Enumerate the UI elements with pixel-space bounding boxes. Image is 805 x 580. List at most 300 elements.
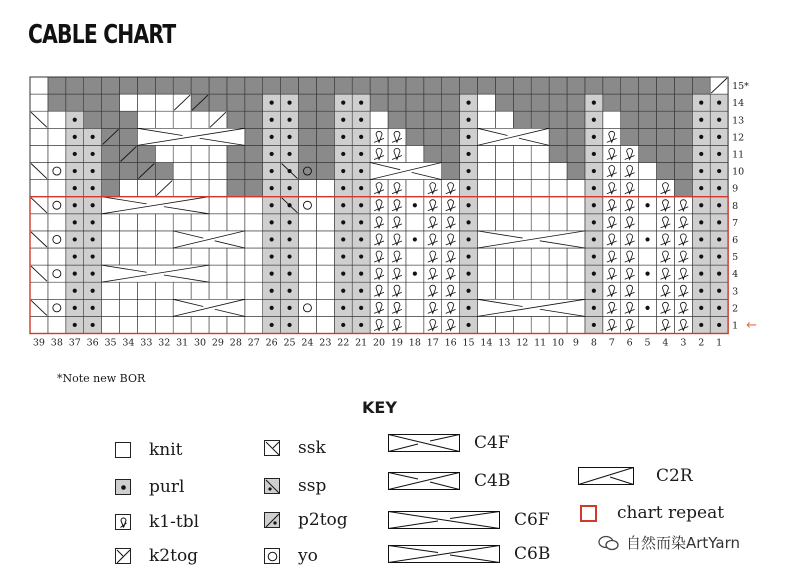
chart-cell — [495, 265, 513, 282]
purl-dot — [413, 237, 417, 241]
purl-dot — [466, 135, 470, 139]
chart-cell — [513, 248, 531, 265]
key-ssk: ssk — [264, 438, 326, 458]
chart-cell — [406, 77, 424, 94]
chart-cell — [245, 265, 263, 282]
chart-cell — [334, 77, 352, 94]
chart-cell — [209, 265, 227, 282]
chart-cell — [299, 128, 317, 145]
chart-cell — [299, 265, 317, 282]
key-c2r: C2R — [578, 466, 693, 486]
purl-dot — [270, 220, 274, 224]
col-label: 5 — [644, 337, 651, 349]
purl-dot — [717, 289, 721, 293]
purl-dot — [270, 118, 274, 122]
purl-dot — [699, 254, 703, 258]
purl-dot — [645, 203, 649, 207]
chart-cell — [120, 214, 138, 231]
chart-cell — [299, 180, 317, 197]
chart-cell — [549, 248, 567, 265]
col-label: 15 — [462, 337, 475, 349]
chart-cell — [102, 248, 120, 265]
chart-cell — [316, 145, 334, 162]
chart-cell — [191, 248, 209, 265]
purl-dot — [466, 169, 470, 173]
purl-icon — [115, 479, 131, 495]
col-label: 6 — [626, 337, 633, 349]
chart-cell — [102, 231, 120, 248]
chart-cell — [209, 248, 227, 265]
purl-dot — [592, 135, 596, 139]
purl-dot — [341, 101, 345, 105]
chart-cell — [495, 316, 513, 333]
row-label: 8 — [732, 200, 739, 212]
chart-cell — [567, 128, 585, 145]
row-label: 3 — [732, 286, 739, 298]
purl-dot — [73, 323, 77, 327]
chart-cell — [495, 197, 513, 214]
chart-cell — [316, 94, 334, 111]
chart-title: CABLE CHART — [28, 20, 176, 50]
purl-dot — [270, 135, 274, 139]
purl-dot — [73, 135, 77, 139]
col-label: 23 — [319, 337, 332, 349]
chart-cell — [48, 163, 66, 180]
purl-dot — [287, 323, 291, 327]
chart-cell — [102, 214, 120, 231]
chart-cell — [227, 111, 245, 128]
chart-cell — [585, 77, 603, 94]
chart-cell — [245, 94, 263, 111]
chart-cell — [120, 299, 138, 316]
purl-dot — [717, 323, 721, 327]
purl-dot — [717, 272, 721, 276]
chart-cell — [48, 145, 66, 162]
chart-cell — [531, 265, 549, 282]
chart-cell — [209, 197, 227, 214]
purl-dot — [699, 323, 703, 327]
chart-cell — [173, 145, 191, 162]
chart-cell — [388, 77, 406, 94]
chart-cell — [155, 94, 173, 111]
purl-dot — [270, 254, 274, 258]
purl-dot — [341, 220, 345, 224]
purl-dot — [91, 186, 95, 190]
purl-dot — [699, 186, 703, 190]
chart-cell — [639, 282, 657, 299]
chart-cell — [549, 197, 567, 214]
chart-cell — [245, 214, 263, 231]
purl-dot — [359, 101, 363, 105]
purl-dot — [287, 220, 291, 224]
chart-cell — [531, 180, 549, 197]
purl-dot — [270, 237, 274, 241]
chart-cell — [191, 180, 209, 197]
chart-cell — [442, 111, 460, 128]
purl-dot — [466, 306, 470, 310]
purl-dot — [287, 152, 291, 156]
chart-cell — [245, 77, 263, 94]
chart-cell — [531, 316, 549, 333]
col-label: 32 — [158, 337, 171, 349]
chart-cell — [120, 282, 138, 299]
yo-icon — [264, 548, 280, 564]
chart-cell — [478, 163, 496, 180]
chart-cell — [209, 316, 227, 333]
col-label: 25 — [283, 337, 296, 349]
col-label: 27 — [247, 337, 260, 349]
chart-cell — [478, 214, 496, 231]
chart-cell — [513, 282, 531, 299]
chart-cell — [173, 316, 191, 333]
chart-cell — [316, 214, 334, 231]
chart-cell — [442, 163, 460, 180]
chart-cell — [245, 248, 263, 265]
purl-dot — [270, 306, 274, 310]
c4f-icon — [388, 434, 460, 452]
wechat-icon — [598, 535, 620, 551]
chart-cell — [442, 128, 460, 145]
chart-cell — [281, 77, 299, 94]
key-c6f: C6F — [388, 510, 550, 530]
repeat-box-icon — [580, 505, 597, 522]
chart-cell — [657, 163, 675, 180]
purl-dot — [466, 220, 470, 224]
chart-cell — [102, 77, 120, 94]
purl-dot — [466, 289, 470, 293]
purl-dot — [270, 323, 274, 327]
chart-cell — [316, 248, 334, 265]
purl-dot — [359, 118, 363, 122]
purl-dot — [592, 118, 596, 122]
purl-dot — [592, 289, 596, 293]
chart-cell — [155, 299, 173, 316]
col-label: 3 — [680, 337, 687, 349]
purl-dot — [699, 101, 703, 105]
purl-dot — [73, 237, 77, 241]
purl-dot — [645, 237, 649, 241]
bor-note: *Note new BOR — [57, 372, 146, 385]
chart-cell — [299, 282, 317, 299]
purl-dot — [699, 135, 703, 139]
purl-dot — [341, 306, 345, 310]
chart-cell — [549, 163, 567, 180]
purl-dot — [73, 169, 77, 173]
chart-cell — [495, 214, 513, 231]
purl-dot — [466, 237, 470, 241]
purl-dot — [73, 254, 77, 258]
chart-cell — [513, 163, 531, 180]
chart-cell — [603, 94, 621, 111]
chart-cell — [191, 77, 209, 94]
chart-cell — [30, 214, 48, 231]
key-purl: purl — [115, 477, 184, 497]
chart-cell — [227, 197, 245, 214]
purl-dot — [359, 135, 363, 139]
col-label: 4 — [662, 337, 669, 349]
chart-cell — [674, 163, 692, 180]
chart-cell — [549, 180, 567, 197]
chart-cell — [531, 145, 549, 162]
chart-cell — [567, 163, 585, 180]
chart-cell — [155, 282, 173, 299]
chart-cell — [48, 111, 66, 128]
purl-dot — [592, 272, 596, 276]
col-label: 19 — [390, 337, 403, 349]
chart-cell — [406, 282, 424, 299]
chart-cell — [316, 163, 334, 180]
purl-dot — [717, 220, 721, 224]
chart-cell — [137, 248, 155, 265]
chart-cell — [406, 299, 424, 316]
purl-dot — [270, 169, 274, 173]
purl-dot — [592, 152, 596, 156]
purl-dot — [270, 289, 274, 293]
chart-cell — [388, 94, 406, 111]
chart-cell — [639, 145, 657, 162]
purl-dot — [592, 237, 596, 241]
chart-cell — [370, 77, 388, 94]
c6b-icon — [388, 545, 500, 563]
chart-cell — [549, 282, 567, 299]
row-label: 13 — [732, 115, 745, 127]
chart-cell — [191, 145, 209, 162]
chart-cell — [155, 231, 173, 248]
chart-cell — [245, 128, 263, 145]
purl-dot — [413, 272, 417, 276]
chart-cell — [531, 197, 549, 214]
purl-dot — [717, 254, 721, 258]
chart-cell — [245, 163, 263, 180]
chart-cell — [657, 94, 675, 111]
chart-cell — [316, 316, 334, 333]
p2tog-icon — [264, 512, 280, 528]
chart-cell — [30, 94, 48, 111]
chart-cell — [84, 111, 102, 128]
chart-cell — [316, 282, 334, 299]
col-label: 30 — [194, 337, 207, 349]
purl-dot — [287, 272, 291, 276]
chart-cell — [388, 111, 406, 128]
chart-cell — [567, 145, 585, 162]
chart-cell — [674, 145, 692, 162]
chart-cell — [639, 128, 657, 145]
chart-cell — [102, 94, 120, 111]
chart-cell — [639, 316, 657, 333]
chart-cell — [495, 77, 513, 94]
chart-cell — [406, 128, 424, 145]
chart-cell — [478, 265, 496, 282]
chart-cell — [299, 248, 317, 265]
row-label: 1 — [732, 320, 739, 332]
chart-cell — [102, 299, 120, 316]
purl-dot — [341, 323, 345, 327]
chart-cell — [316, 197, 334, 214]
chart-cell — [639, 180, 657, 197]
col-label: 24 — [301, 337, 314, 349]
col-label: 2 — [698, 337, 705, 349]
row-label: 12 — [732, 132, 745, 144]
purl-dot — [91, 254, 95, 258]
chart-cell — [227, 163, 245, 180]
col-label: 22 — [337, 337, 350, 349]
chart-cell — [299, 77, 317, 94]
col-label: 17 — [426, 337, 439, 349]
chart-cell — [173, 180, 191, 197]
chart-cell — [531, 248, 549, 265]
chart-cell — [406, 145, 424, 162]
col-label: 38 — [50, 337, 63, 349]
col-label: 16 — [444, 337, 457, 349]
purl-dot — [359, 169, 363, 173]
chart-cell — [406, 248, 424, 265]
chart-cell — [299, 145, 317, 162]
purl-dot — [287, 289, 291, 293]
purl-dot — [91, 323, 95, 327]
chart-cell — [102, 180, 120, 197]
purl-dot — [341, 118, 345, 122]
chart-cell — [299, 111, 317, 128]
chart-cell — [245, 231, 263, 248]
key-yo: yo — [264, 546, 318, 566]
chart-cell — [191, 316, 209, 333]
chart-cell — [30, 316, 48, 333]
chart-cell — [567, 248, 585, 265]
chart-cell — [674, 77, 692, 94]
chart-cell — [173, 282, 191, 299]
row-label: 9 — [732, 183, 739, 195]
chart-cell — [513, 197, 531, 214]
purl-dot — [91, 220, 95, 224]
col-label: 36 — [86, 337, 99, 349]
chart-cell — [531, 111, 549, 128]
purl-dot — [717, 101, 721, 105]
chart-cell — [84, 94, 102, 111]
chart-cell — [603, 111, 621, 128]
chart-cell — [424, 128, 442, 145]
chart-cell — [621, 128, 639, 145]
purl-dot — [359, 254, 363, 258]
chart-cell — [245, 111, 263, 128]
ssp-icon — [264, 478, 280, 494]
chart-cell — [478, 248, 496, 265]
row-label: 14 — [732, 98, 745, 110]
purl-dot — [73, 118, 77, 122]
chart-cell — [48, 299, 66, 316]
purl-dot — [270, 186, 274, 190]
chart-cell — [137, 180, 155, 197]
key-c6b: C6B — [388, 544, 550, 564]
chart-cell — [567, 214, 585, 231]
chart-cell — [531, 214, 549, 231]
purl-dot — [466, 101, 470, 105]
purl-dot — [592, 101, 596, 105]
chart-cell — [674, 111, 692, 128]
chart-cell — [299, 316, 317, 333]
chart-cell — [227, 77, 245, 94]
chart-cell — [531, 94, 549, 111]
chart-cell — [48, 180, 66, 197]
col-label: 20 — [373, 337, 386, 349]
chart-cell — [549, 128, 567, 145]
chart-cell — [227, 265, 245, 282]
chart-cell — [621, 77, 639, 94]
chart-cell — [120, 128, 138, 145]
chart-cell — [495, 163, 513, 180]
chart-cell — [227, 180, 245, 197]
chart-cell — [567, 265, 585, 282]
chart-cell — [209, 145, 227, 162]
chart-cell — [513, 111, 531, 128]
purl-dot — [73, 186, 77, 190]
chart-cell — [84, 77, 102, 94]
chart-cell — [137, 214, 155, 231]
chart-cell — [48, 77, 66, 94]
purl-dot — [717, 118, 721, 122]
chart-cell — [639, 248, 657, 265]
purl-dot — [717, 186, 721, 190]
chart-cell — [173, 111, 191, 128]
chart-cell — [120, 77, 138, 94]
purl-dot — [699, 152, 703, 156]
c2r-icon — [578, 467, 634, 485]
chart-cell — [513, 214, 531, 231]
chart-cell — [48, 282, 66, 299]
purl-dot — [717, 237, 721, 241]
chart-cell — [102, 111, 120, 128]
chart-cell — [66, 94, 84, 111]
purl-dot — [413, 203, 417, 207]
chart-cell — [48, 197, 66, 214]
purl-dot — [592, 169, 596, 173]
chart-cell — [30, 248, 48, 265]
chart-cell — [478, 94, 496, 111]
chart-cell — [316, 77, 334, 94]
col-label: 33 — [140, 337, 153, 349]
chart-cell — [245, 299, 263, 316]
chart-cell — [48, 231, 66, 248]
chart-cell — [245, 180, 263, 197]
chart-cell — [299, 94, 317, 111]
chart-cell — [424, 145, 442, 162]
c6f-icon — [388, 511, 500, 529]
chart-cell — [137, 145, 155, 162]
chart-cell — [352, 77, 370, 94]
purl-dot — [73, 306, 77, 310]
key-knit: knit — [115, 440, 183, 460]
chart-cell — [406, 214, 424, 231]
chart-cell — [155, 163, 173, 180]
chart-cell — [621, 111, 639, 128]
purl-dot — [341, 186, 345, 190]
key-k1tbl: k1-tbl — [115, 512, 199, 532]
chart-cell — [513, 94, 531, 111]
col-label: 8 — [590, 337, 597, 349]
chart-cell — [155, 145, 173, 162]
purl-dot — [466, 323, 470, 327]
chart-cell — [120, 248, 138, 265]
chart-cell — [316, 231, 334, 248]
chart-cell — [370, 94, 388, 111]
chart-cell — [209, 94, 227, 111]
purl-dot — [341, 272, 345, 276]
col-label: 21 — [355, 337, 368, 349]
purl-dot — [466, 272, 470, 276]
chart-cell — [48, 316, 66, 333]
chart-cell — [531, 77, 549, 94]
key-c4f: C4F — [388, 433, 510, 453]
chart-cell — [209, 163, 227, 180]
